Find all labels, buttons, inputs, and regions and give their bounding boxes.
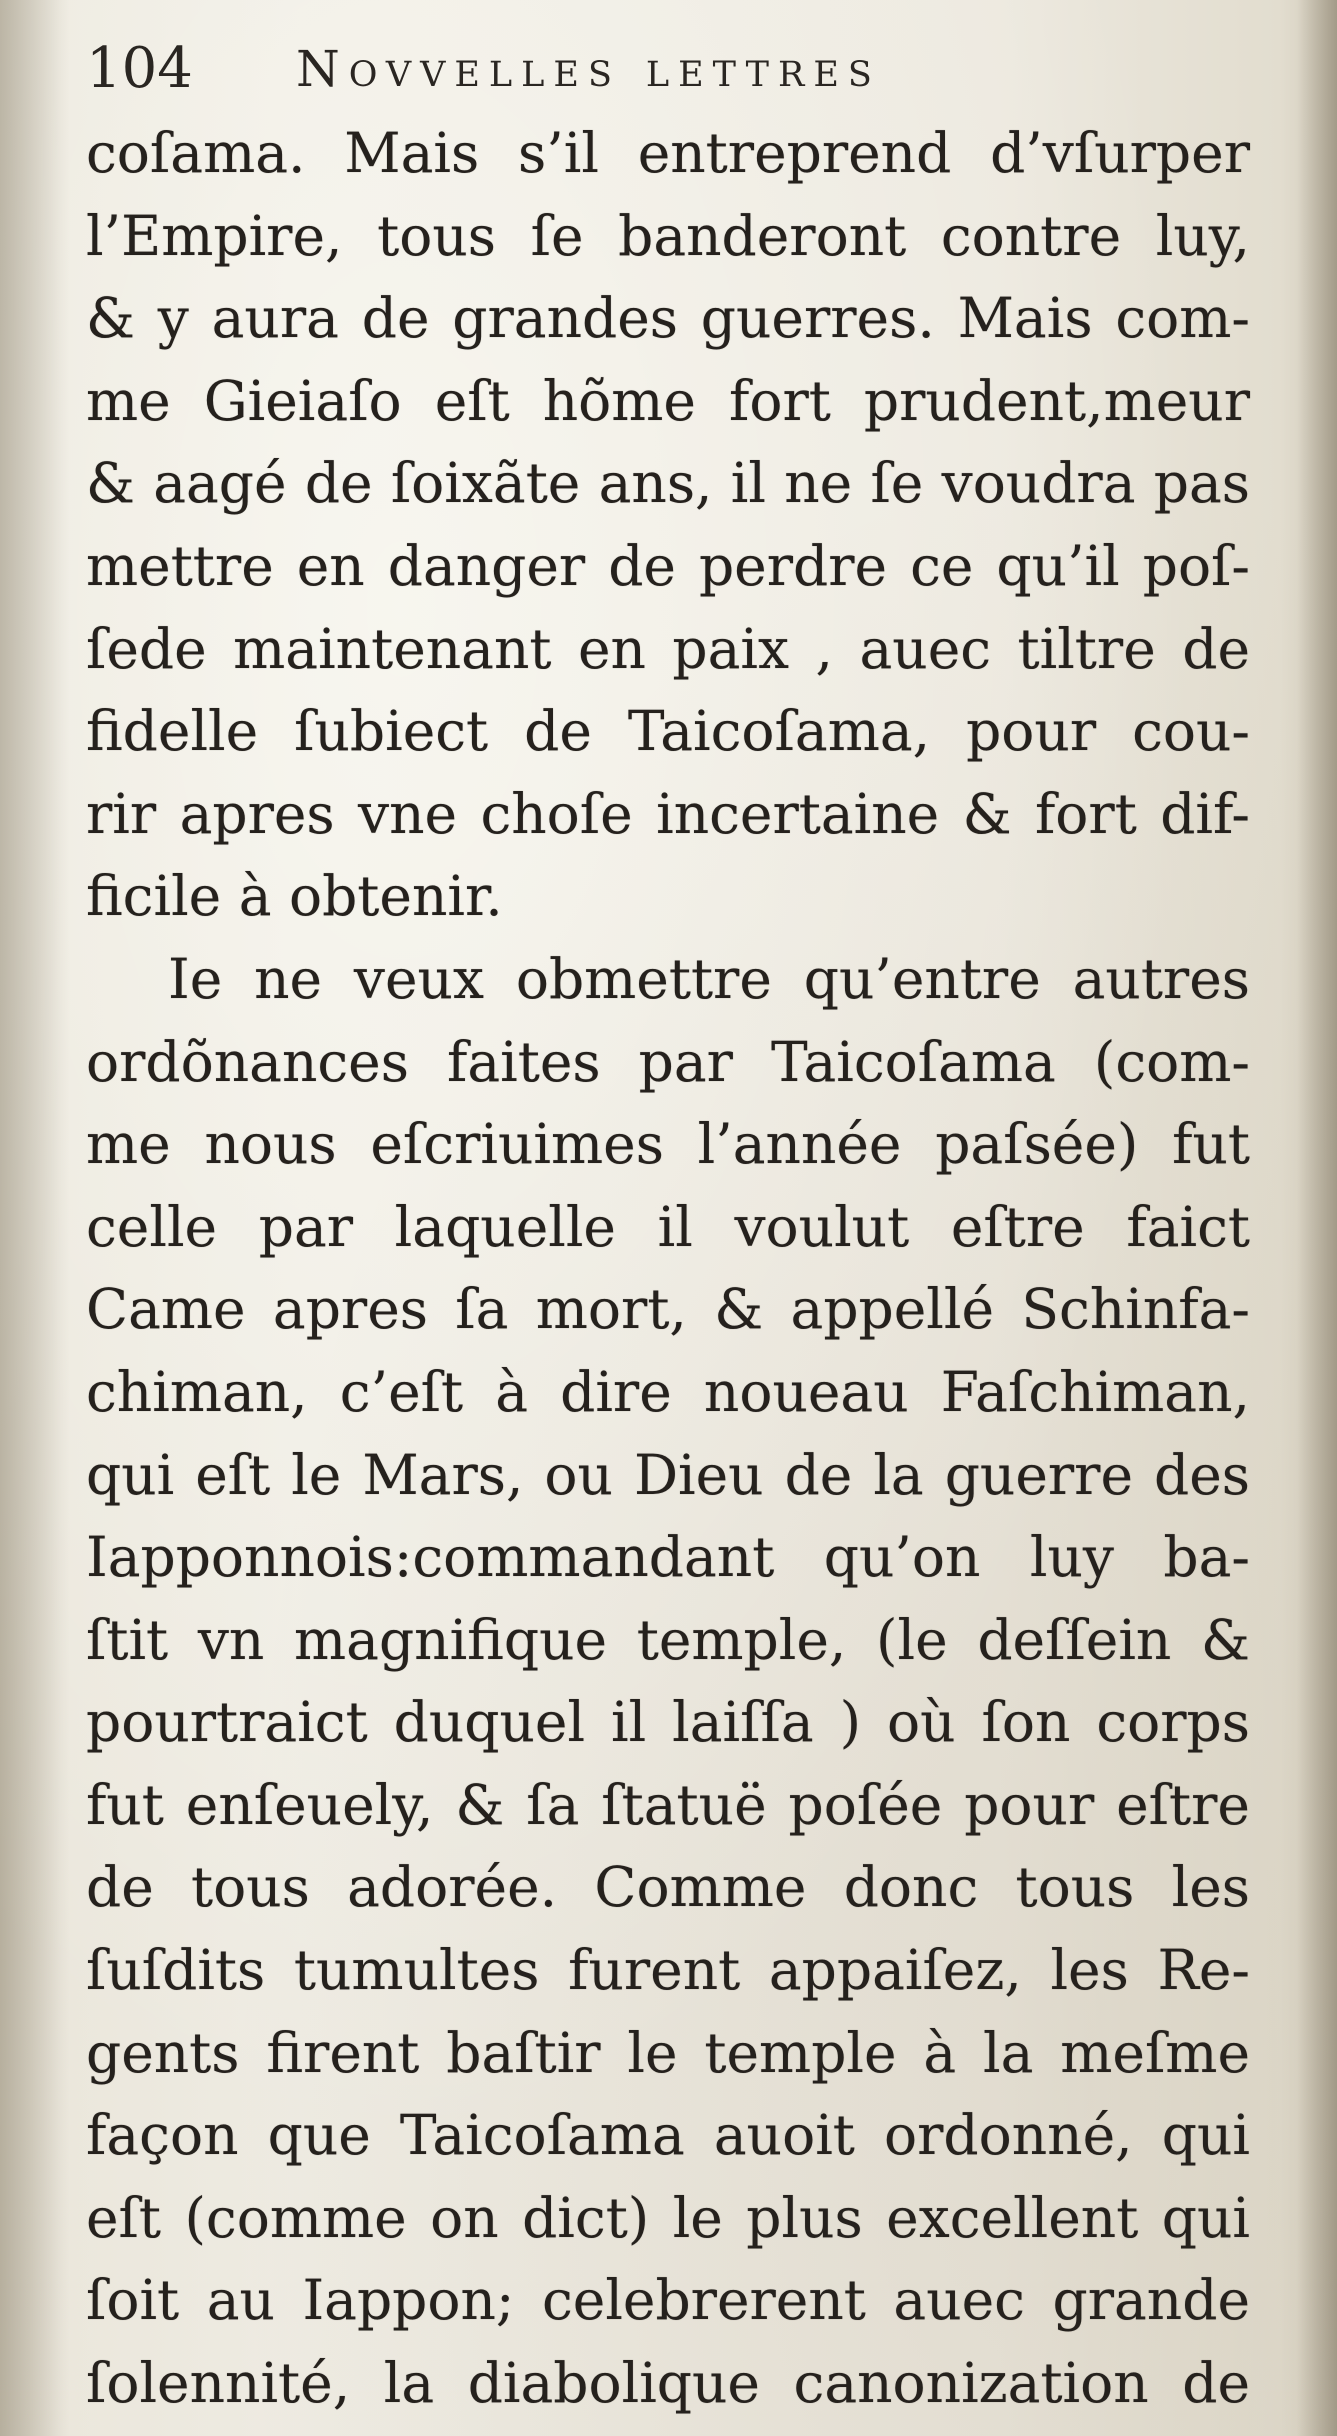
text-line: gents firent baſtir le temple à la meſme (86, 2020, 1250, 2085)
paragraph-end-line: ficile à obtenir. (86, 864, 503, 929)
text-line: me Gieiaſo eſt hõme fort prudent,meur (86, 368, 1250, 433)
text-body (86, 112, 1250, 2425)
running-title: Novvelles lettres (296, 40, 881, 98)
text-line: ſede maintenant en paix , auec tiltre de (86, 616, 1250, 681)
text-line: eſt (comme on dict) le plus excellent qui (86, 2185, 1250, 2250)
text-line: & y aura de grandes guerres. Mais com- (86, 286, 1250, 351)
text-line: ſuſdits tumultes furent appaiſez, les Re- (86, 1938, 1250, 2003)
page-header (86, 22, 1256, 112)
text-line: ſoit au Iappon; celebrerent auec grande (86, 2268, 1250, 2333)
text-line: Came apres ſa mort, & appellé Schinfa- (86, 1277, 1250, 1342)
text-line: ordõnances faites par Taicoſama (com- (86, 1029, 1250, 1094)
text-line: Iapponnois:commandant qu’on luy ba- (86, 1525, 1250, 1590)
text-line: fidelle ſubiect de Taicoſama, pour cou- (86, 699, 1250, 764)
text-line: ſtit vn magnifique temple, (le deſſein & (86, 1607, 1250, 1672)
edge-shadow (1297, 0, 1337, 2436)
page-number: 104 (86, 36, 193, 101)
text-line: chiman, c’eſt à dire noueau Faſchiman, (86, 1359, 1250, 1424)
text-line: pourtraict duquel il laiſſa ) où ſon corps (86, 1690, 1250, 1755)
text-line: celle par laquelle il voulut eſtre faict (86, 1194, 1250, 1259)
text-line: qui eſt le Mars, ou Dieu de la guerre des (86, 1442, 1250, 1507)
text-line: fut enſeuely, & ſa ſtatuë poſée pour eſtre (86, 1772, 1250, 1837)
text-line: ſolennité, la diabolique canonization de (86, 2351, 1250, 2416)
text-line: l’Empire, tous ſe banderont contre luy, (86, 203, 1250, 268)
text-line: me nous eſcriuimes l’année paſsée) fut (86, 1112, 1250, 1177)
text-line: rir apres vne choſe incertaine & fort dif- (86, 781, 1250, 846)
paragraph-start-line: Ie ne veux obmettre qu’entre autres (168, 946, 1250, 1011)
text-line: coſama. Mais s’il entreprend d’vſurper (86, 121, 1250, 185)
text-line: & aagé de ſoixãte ans, il ne ſe voudra pas (86, 451, 1250, 516)
text-line: façon que Taicoſama auoit ordonné, qui (86, 2103, 1250, 2168)
text-line: de tous adorée. Comme donc tous les (86, 1855, 1250, 1920)
text-line: mettre en danger de perdre ce qu’il poſ- (86, 533, 1250, 598)
gutter-shadow (0, 0, 70, 2436)
